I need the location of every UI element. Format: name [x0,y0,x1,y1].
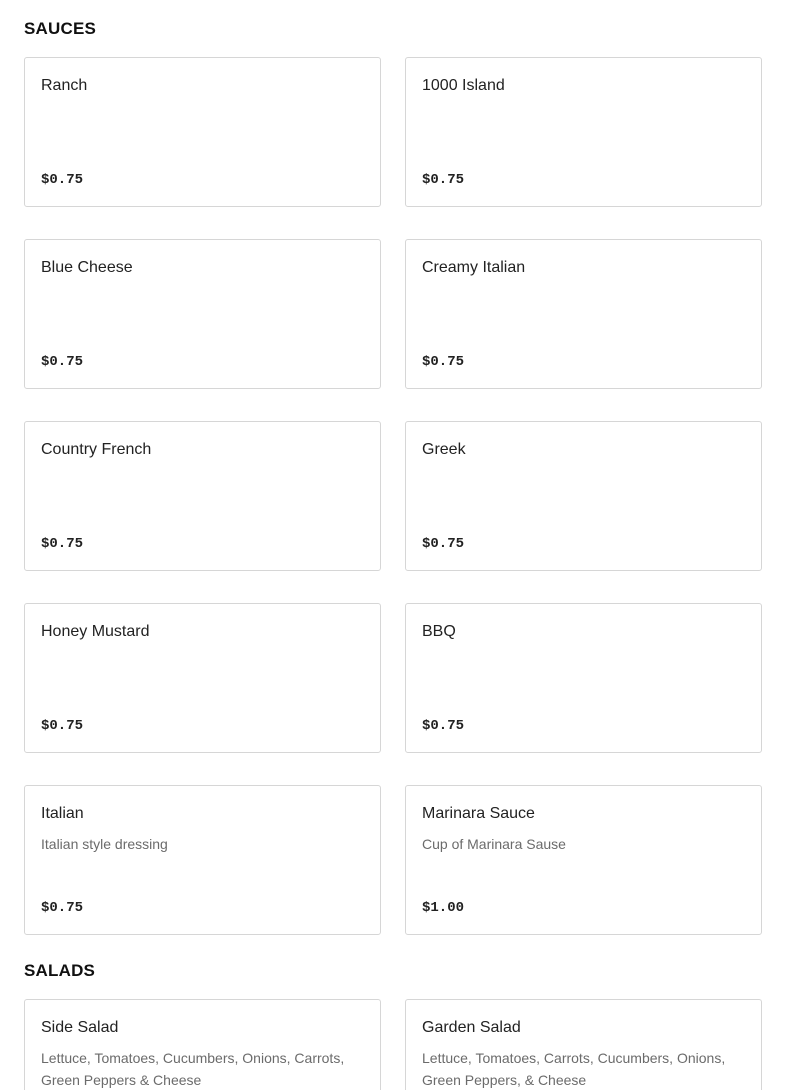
menu-item-marinara-sauce[interactable] [405,785,762,935]
item-description: Lettuce, Tomatoes, Cucumbers, Onions, Carrots, Green Peppers & Cheese [41,1050,345,1088]
item-name: BBQ [422,623,456,640]
item-name: Marinara Sauce [422,805,535,822]
menu-item-honey-mustard[interactable] [24,603,381,753]
item-name: 1000 Island [422,77,505,94]
menu-item-ranch[interactable] [24,57,381,207]
item-price: $0.75 [41,718,84,734]
item-price: $0.75 [41,172,84,188]
menu-item-greek[interactable] [405,421,762,571]
item-price: $0.75 [41,536,84,552]
item-price: $0.75 [422,718,465,734]
menu-item-garden-salad[interactable] [405,999,762,1090]
item-name: Garden Salad [422,1019,521,1036]
menu-item-side-salad[interactable] [24,999,381,1090]
menu-item-1000-island[interactable] [405,57,762,207]
item-price: $0.75 [422,172,465,188]
item-name: Italian [41,805,84,822]
item-description: Italian style dressing [41,836,168,852]
menu-item-italian[interactable] [24,785,381,935]
menu-item-creamy-italian[interactable] [405,239,762,389]
section-title-sauces: SAUCES [24,19,97,38]
item-price: $1.00 [422,900,465,916]
item-description: Cup of Marinara Sause [422,836,566,852]
menu-item-bbq[interactable] [405,603,762,753]
item-price: $0.75 [41,900,84,916]
item-name: Country French [41,441,152,458]
menu-item-country-french[interactable] [24,421,381,571]
item-price: $0.75 [422,536,465,552]
item-name: Creamy Italian [422,259,526,276]
item-name: Honey Mustard [41,623,150,640]
item-price: $0.75 [41,354,84,370]
item-name: Side Salad [41,1019,119,1036]
item-name: Greek [422,441,466,458]
item-name: Blue Cheese [41,259,133,276]
section-title-salads: SALADS [24,961,96,980]
item-price: $0.75 [422,354,465,370]
item-name: Ranch [41,77,88,94]
menu-item-blue-cheese[interactable] [24,239,381,389]
item-description: Lettuce, Tomatoes, Carrots, Cucumbers, Onions, Green Peppers, & Cheese [422,1050,726,1088]
